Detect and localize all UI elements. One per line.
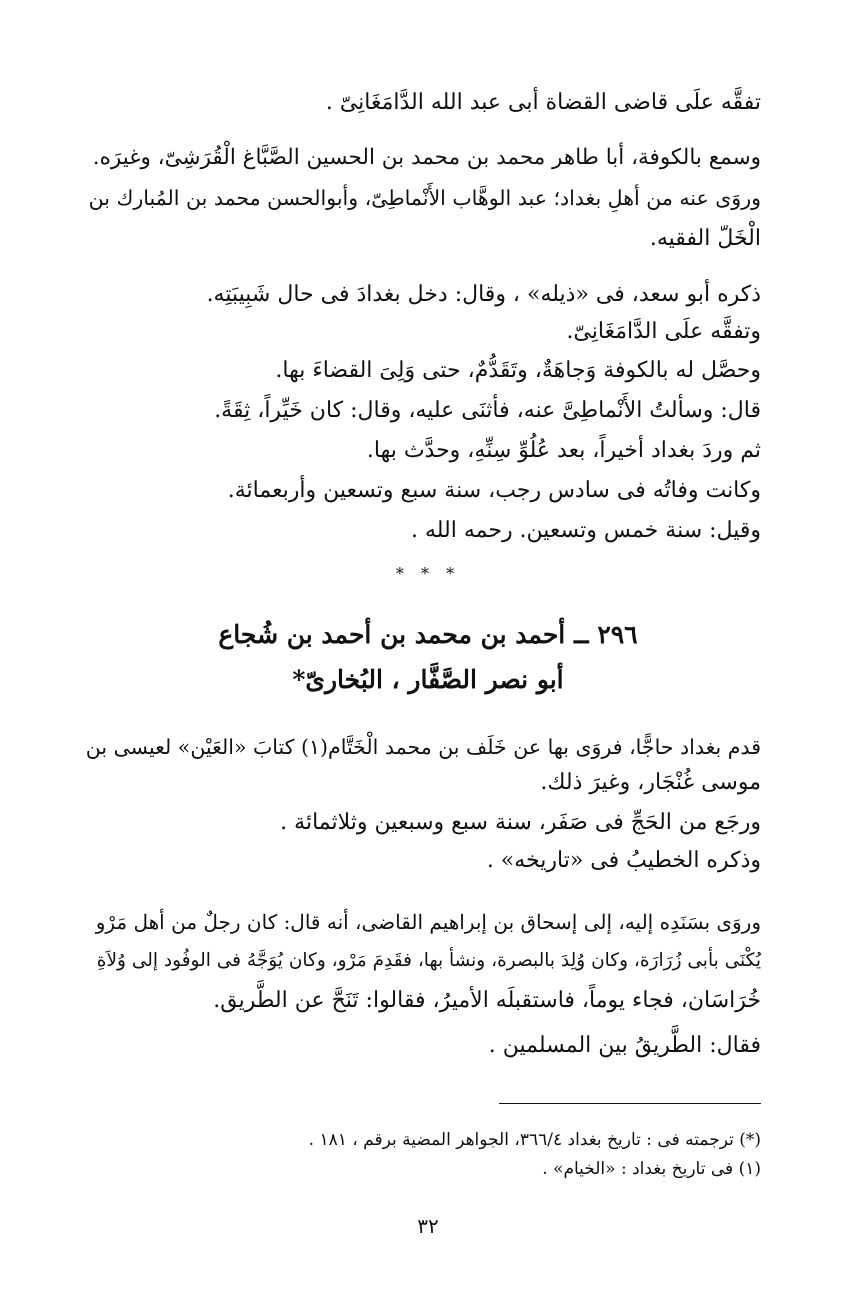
- footnote: (*) ترجمته فى : تاريخ بغداد ٣٦٦/٤، الجواهر المضية برقم ، ١٨١ .: [308, 1130, 761, 1150]
- text-line: وكانت وفاتُه فى سادس رجب، سنة سبع وتسعين وأربعمائة.: [227, 478, 761, 503]
- section-separator: * * *: [395, 564, 461, 583]
- footnote-divider: [499, 1103, 761, 1104]
- text-line: قدم بغداد حاجًّا، فروَى بها عن خَلَف بن محمد الْخَتَّام(١) كتابَ «العَيْن» لعيسى بن: [85, 735, 761, 759]
- text-line: الْخَلّ الفقيه.: [649, 226, 761, 251]
- text-line: وحصَّل له بالكوفة وَجاهَةٌ، وتَقَدُّمٌ، حتى وَلِىَ القضاءَ بها.: [275, 358, 761, 383]
- text-line: وروَى عنه من أهلِ بغداد؛ عبد الوهَّاب الأَنْماطِىّ، وأبوالحسن محمد بن المُبارك بن: [88, 186, 761, 210]
- text-line: ثم وردَ بغداد أخيراً، بعد عُلُوِّ سِنِّهِ، وحدَّث بها.: [366, 438, 761, 463]
- text-line: ورجَع من الحَجِّ فى صَفَر، سنة سبع وسبعين وثلاثمائة .: [280, 810, 761, 835]
- text-line: موسى غُنْجَار، وغيرَ ذلك.: [540, 770, 761, 795]
- footnote: (١) فى تاريخ بغداد : «الخيام» .: [542, 1159, 761, 1179]
- entry-subheading: أبو نصر الصَّفَّار ، البُخارىّ*: [292, 665, 564, 694]
- text-line: تفقَّه علَى قاضى القضاة أبى عبد الله الدَّامَغَانِىّ .: [325, 90, 761, 115]
- text-line: يُكْنَى بأبى زُرَارَة، وكان وُلِدَ بالبصرة، ونشأ بها، فقَدِمَ مَرْو، وكان يُوَجَّهُ فى الوفُود إلى وُلاَةِ: [96, 950, 761, 971]
- text-line: قال: وسألتُ الأَنْماطِىَّ عنه، فأثنَى عليه، وقال: كان خَيِّراً، ثِقَةً.: [214, 398, 761, 423]
- text-line: وروَى بسَنَدِه إليه، إلى إسحاق بن إبراهيم القاضى، أنه قال: كان رجلٌ من أهل مَرْو: [95, 910, 761, 934]
- text-line: خُرَاسَان، فجاء يوماً، فاستقبلَه الأميرُ، فقالوا: تَنَحَّ عن الطَّريق.: [213, 988, 761, 1013]
- entry-heading: ٢٩٦ ــ أحمد بن محمد بن أحمد بن شُجاع: [218, 620, 638, 649]
- text-line: فقال: الطَّريقُ بين المسلمين .: [488, 1033, 761, 1058]
- text-line: وتفقَّه علَى الدَّامَغَانِىّ.: [566, 319, 761, 344]
- text-line: وسمع بالكوفة، أبا طاهر محمد بن محمد بن الحسين الصَّبَّاغ الْقُرَشِىّ، وغيرَه.: [92, 145, 761, 170]
- text-line: ذكره أبو سعد، فى «ذيله» ، وقال: دخل بغدادَ فى حال شَبِيبَتِه.: [206, 282, 761, 307]
- text-line: وقيل: سنة خمس وتسعين. رحمه الله .: [410, 518, 761, 543]
- text-line: وذكره الخطيبُ فى «تاريخه» .: [486, 848, 761, 873]
- page-number: ٣٢: [417, 1214, 439, 1238]
